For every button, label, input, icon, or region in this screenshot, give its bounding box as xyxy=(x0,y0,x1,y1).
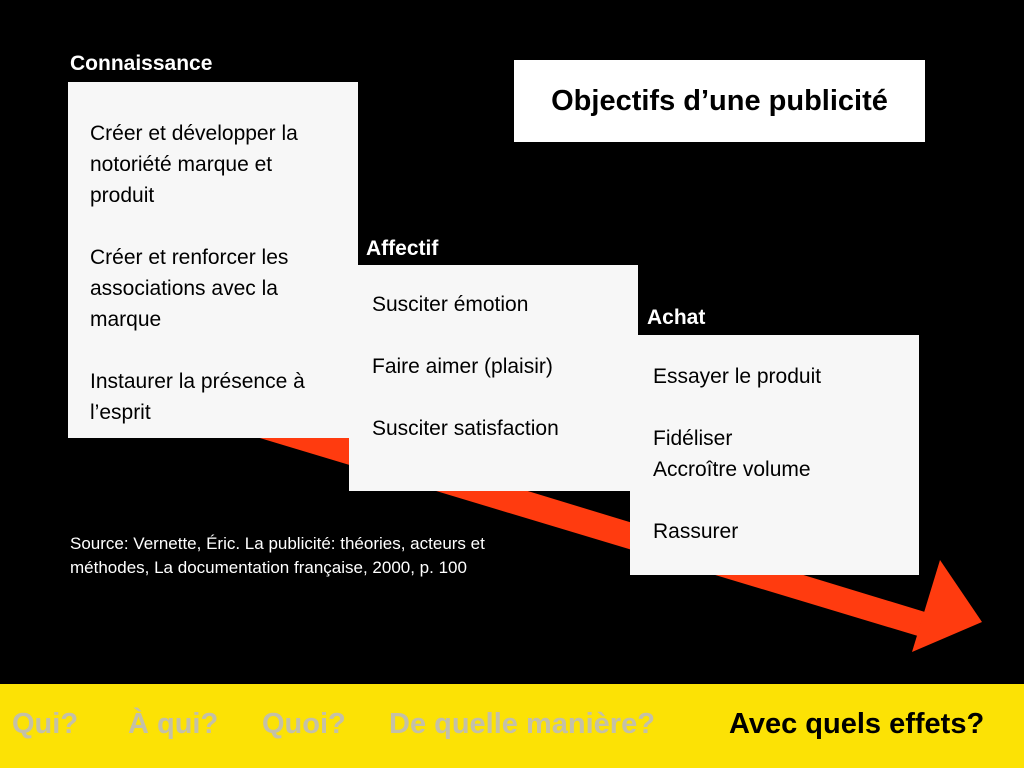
stage-text: produit xyxy=(90,184,155,207)
questions-bar xyxy=(0,684,1024,768)
question-de-quelle-maniere: De quelle manière? xyxy=(389,708,655,740)
stage-text: Essayer le produit xyxy=(653,365,822,388)
question-avec-quels-effets: Avec quels effets? xyxy=(729,708,985,740)
source-line: Source: Vernette, Éric. La publicité: théories, acteurs et xyxy=(70,534,485,553)
title-box xyxy=(514,60,925,142)
stage-label-affectif: Affectif xyxy=(366,237,439,260)
stage-text: Instaurer la présence à xyxy=(90,370,305,393)
question-a-qui: À qui? xyxy=(128,708,219,740)
stage-text: associations avec la xyxy=(90,277,278,300)
stage-text: notoriété marque et xyxy=(90,153,273,176)
stage-text: Créer et développer la xyxy=(90,122,298,145)
page-title: Objectifs d’une publicité xyxy=(551,84,888,117)
source-citation xyxy=(70,532,590,580)
arrow-head xyxy=(912,560,982,652)
stage-text: Créer et renforcer les xyxy=(90,246,289,269)
stage-text: Accroître volume xyxy=(653,458,811,481)
stage-text: marque xyxy=(90,308,162,331)
stage-text: Rassurer xyxy=(653,520,739,543)
stage-text: Faire aimer (plaisir) xyxy=(372,355,553,378)
stage-label-achat: Achat xyxy=(647,306,706,329)
stage-text: Susciter émotion xyxy=(372,293,529,316)
stage-text: Susciter satisfaction xyxy=(372,417,559,440)
stage-label-connaissance: Connaissance xyxy=(70,52,213,75)
question-quoi: Quoi? xyxy=(262,708,346,740)
source-line: méthodes, La documentation française, 2000, p. 100 xyxy=(70,558,467,577)
stage-box-achat xyxy=(630,335,919,575)
stage-text: l’esprit xyxy=(90,401,151,424)
stage-box-affectif xyxy=(349,265,638,491)
stage-box-connaissance xyxy=(68,82,358,438)
stage-text: Fidéliser xyxy=(653,427,733,450)
question-qui: Qui? xyxy=(12,708,79,740)
